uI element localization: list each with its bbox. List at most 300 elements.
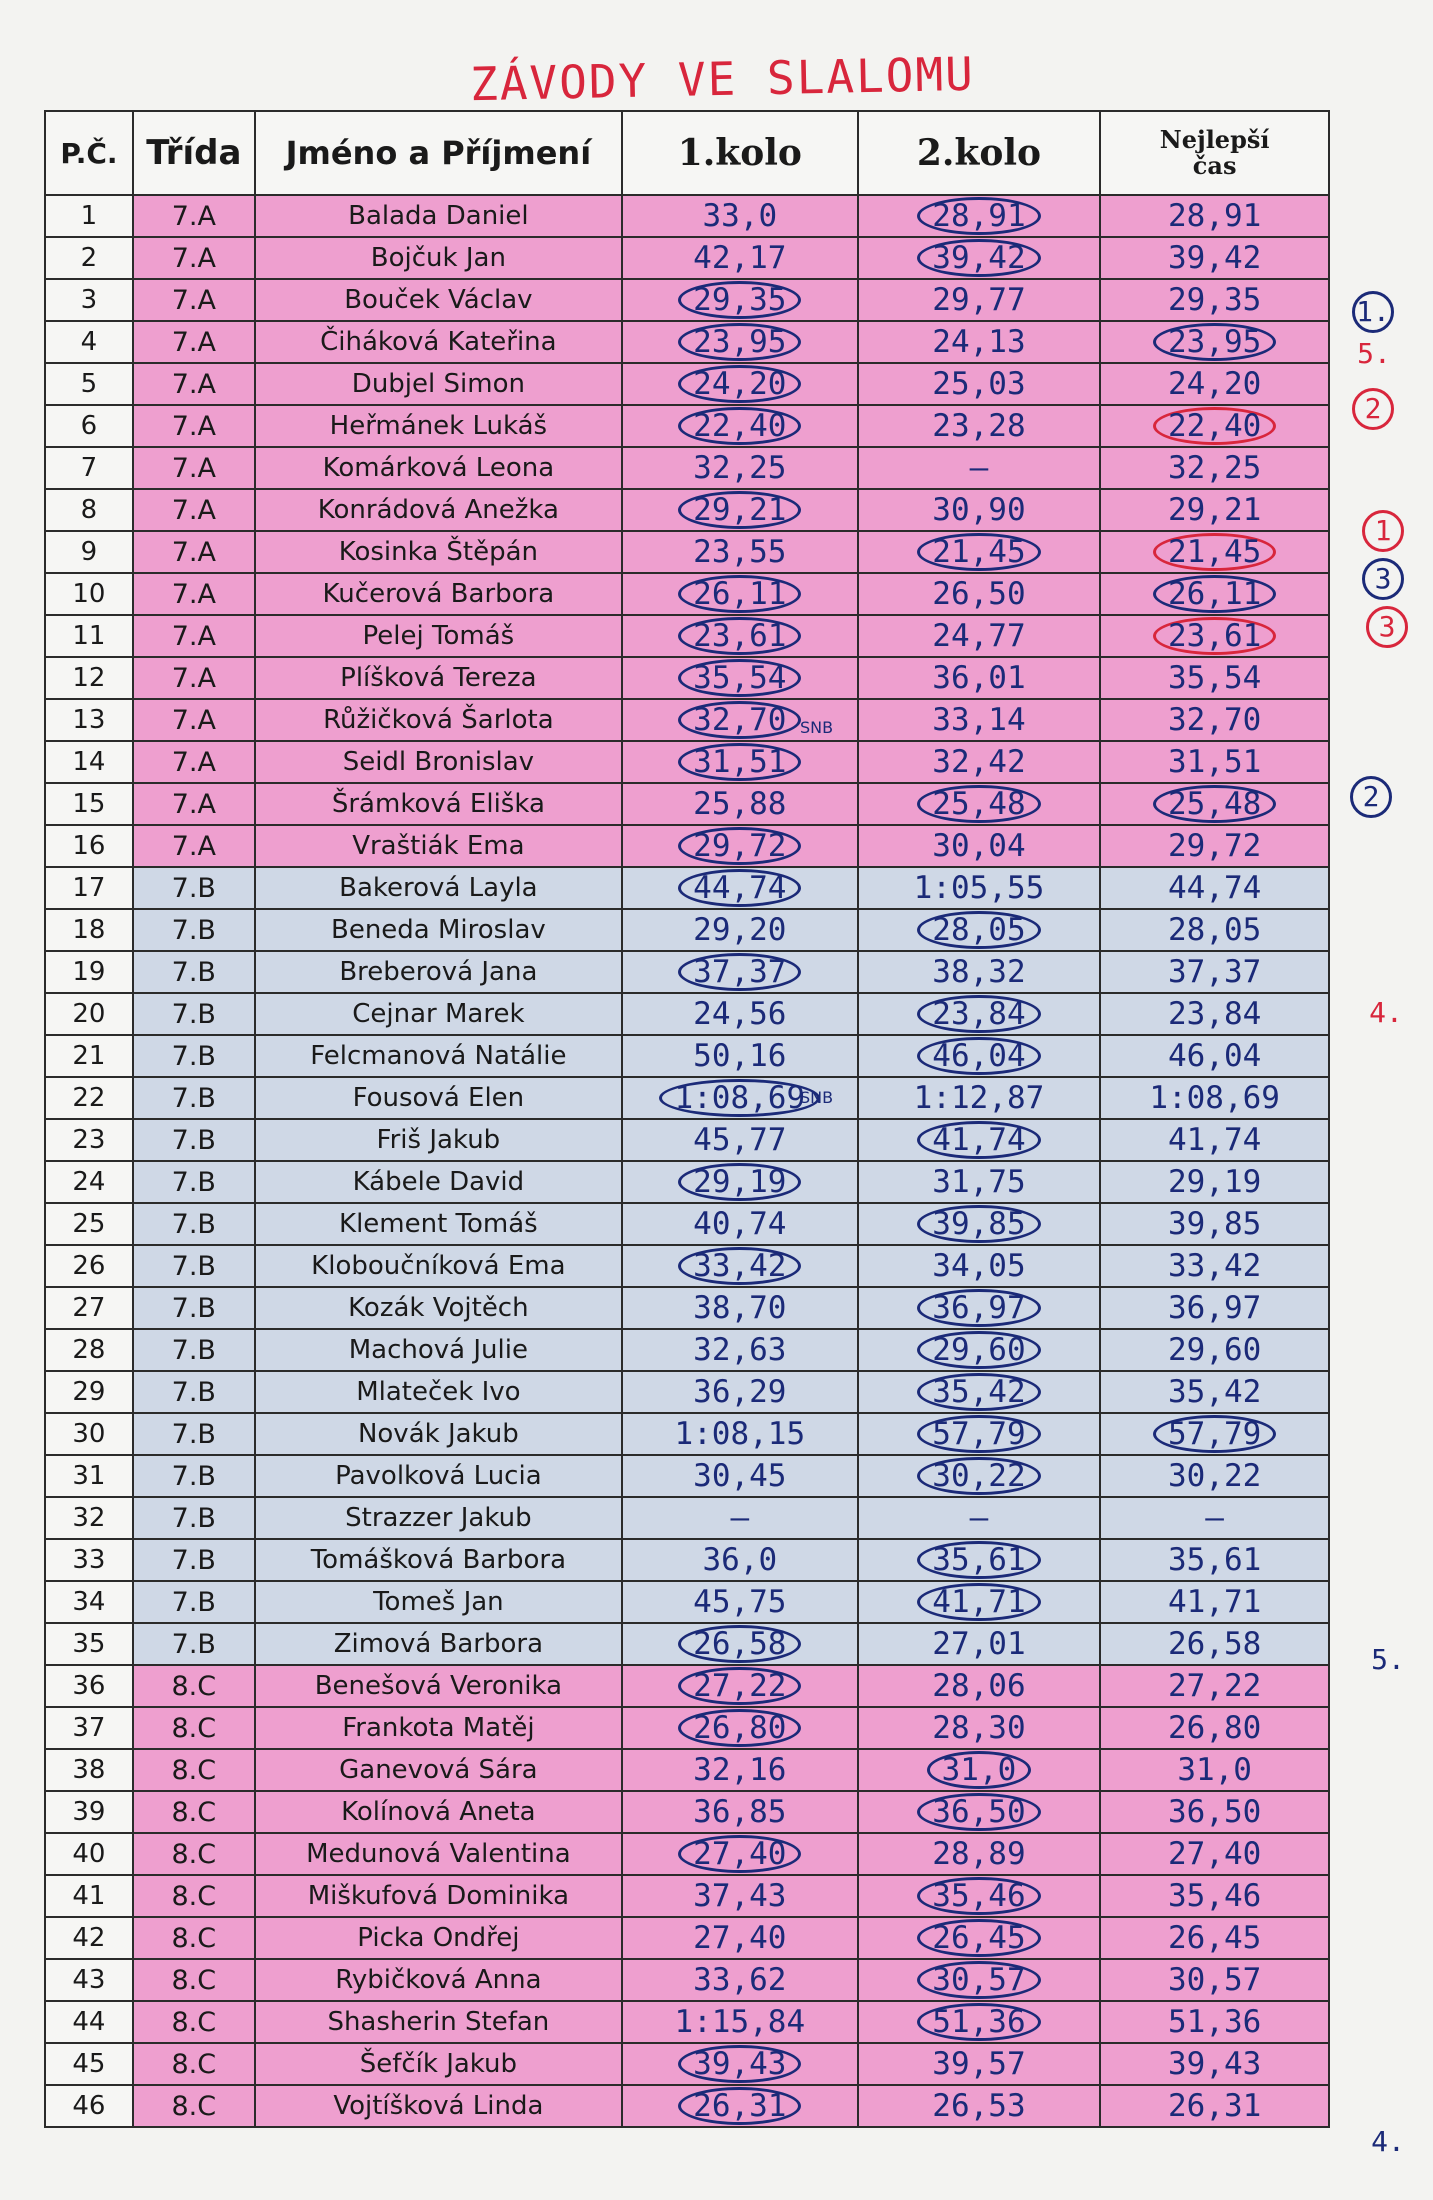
row-name: Machová Julie (348, 1335, 528, 1365)
row-number: 39 (72, 1797, 106, 1827)
row-name-cell (255, 1203, 622, 1245)
row-round-1-time-cell (622, 2085, 858, 2127)
row-round-2-time: 30,57 (917, 1961, 1040, 1999)
row-best-time: 26,58 (1167, 1626, 1262, 1662)
row-name-cell (255, 279, 622, 321)
row-round-2-time-cell (858, 1539, 1101, 1581)
row-class: 8.C (171, 1922, 217, 1954)
row-number: 30 (72, 1419, 106, 1449)
row-round-1-time: 42,17 (693, 240, 787, 276)
row-round-2-time: 46,04 (917, 1037, 1040, 1075)
snb-note-row-13: SNB (800, 718, 834, 737)
row-name: Vraštiák Ema (352, 831, 525, 861)
table-row (45, 2001, 1329, 2043)
table-row (45, 1245, 1329, 1287)
row-best-time: 31,51 (1167, 744, 1262, 780)
row-number: 19 (72, 957, 106, 987)
row-class: 7.A (171, 536, 216, 568)
header-class: Třída (133, 111, 255, 195)
row-round-2-time: 30,22 (917, 1457, 1040, 1495)
row-round-2-time: 41,71 (917, 1583, 1040, 1621)
row-best-time: 29,21 (1167, 492, 1262, 528)
row-number-cell (45, 993, 133, 1035)
row-best-time-cell (1100, 531, 1329, 573)
row-name-cell (255, 2085, 622, 2127)
row-number-cell (45, 1203, 133, 1245)
row-round-2-time-cell (858, 321, 1101, 363)
table-row (45, 531, 1329, 573)
row-class-cell (133, 825, 255, 867)
row-best-time-cell (1100, 1665, 1329, 1707)
row-class: 8.C (171, 1838, 217, 1870)
row-number: 7 (80, 453, 98, 483)
row-round-1-time: 25,88 (693, 786, 787, 822)
row-round-2-time: 23,28 (932, 408, 1026, 444)
row-best-time-cell (1100, 1749, 1329, 1791)
row-name-cell (255, 447, 622, 489)
row-number-cell (45, 1077, 133, 1119)
row-class: 8.C (171, 1880, 217, 1912)
row-number: 14 (72, 747, 106, 777)
row-class: 7.A (171, 368, 216, 400)
row-round-2-time: 39,85 (917, 1205, 1040, 1243)
row-class: 7.A (171, 662, 216, 694)
row-number: 29 (72, 1377, 106, 1407)
row-class: 7.B (171, 1628, 216, 1660)
row-best-time: 26,45 (1167, 1920, 1262, 1956)
row-round-1-time-cell (622, 1665, 858, 1707)
row-name: Shasherin Stefan (327, 2007, 550, 2037)
row-number: 5 (80, 369, 98, 399)
row-best-time-cell (1100, 1455, 1329, 1497)
table-row (45, 1833, 1329, 1875)
row-class-cell (133, 279, 255, 321)
row-name: Komárková Leona (322, 453, 555, 483)
row-round-2-time-cell (858, 1161, 1101, 1203)
row-number: 13 (72, 705, 106, 735)
table-row (45, 1875, 1329, 1917)
row-number: 22 (72, 1083, 106, 1113)
row-round-2-time: 21,45 (917, 533, 1040, 571)
side-mark-row-15: 2 (1350, 776, 1392, 818)
row-class-cell (133, 1245, 255, 1287)
row-class-cell (133, 909, 255, 951)
row-best-time: 27,22 (1167, 1668, 1262, 1704)
row-best-time-cell (1100, 2085, 1329, 2127)
row-best-time-cell (1100, 279, 1329, 321)
row-round-2-time: 24,13 (932, 324, 1026, 360)
row-name: Konrádová Anežka (317, 495, 559, 525)
row-best-time: 28,91 (1167, 198, 1262, 234)
row-class: 7.B (171, 1418, 216, 1450)
row-round-1-time: 26,31 (678, 2087, 801, 2125)
row-number-cell (45, 1455, 133, 1497)
row-number-cell (45, 1539, 133, 1581)
row-best-time: 23,84 (1167, 996, 1262, 1032)
row-round-2-time-cell (858, 573, 1101, 615)
row-number-cell (45, 531, 133, 573)
row-round-1-time-cell (622, 1707, 858, 1749)
row-round-2-time: 39,42 (917, 239, 1040, 277)
row-class-cell (133, 867, 255, 909)
table-row (45, 615, 1329, 657)
row-name: Šrámková Eliška (331, 789, 545, 819)
row-best-time-cell (1100, 363, 1329, 405)
row-round-2-time: 28,30 (932, 1710, 1026, 1746)
header-name: Jméno a Příjmení (255, 111, 622, 195)
row-best-time: 35,42 (1167, 1374, 1262, 1410)
row-round-2-time-cell (858, 1665, 1101, 1707)
row-best-time-cell (1100, 1959, 1329, 2001)
row-name-cell (255, 531, 622, 573)
header-row (45, 111, 1329, 195)
row-best-time-cell (1100, 2043, 1329, 2085)
row-best-time: 22,40 (1153, 407, 1276, 445)
row-round-2-time: 31,75 (932, 1164, 1026, 1200)
row-class-cell (133, 489, 255, 531)
row-best-time: 23,61 (1153, 617, 1276, 655)
row-best-time-cell (1100, 1875, 1329, 1917)
row-round-1-time-cell (622, 909, 858, 951)
row-round-2-time: 34,05 (932, 1248, 1026, 1284)
row-name: Šefčík Jakub (359, 2049, 518, 2079)
row-class: 7.B (171, 1082, 216, 1114)
row-name-cell (255, 1329, 622, 1371)
row-round-1-time: 36,0 (702, 1542, 778, 1578)
row-round-1-time: 32,25 (693, 450, 787, 486)
row-round-2-time-cell (858, 1329, 1101, 1371)
row-number: 31 (72, 1461, 106, 1491)
row-best-time-cell (1100, 1791, 1329, 1833)
row-round-1-time-cell (622, 1959, 858, 2001)
row-number-cell (45, 1623, 133, 1665)
row-round-2-time: 31,0 (927, 1751, 1032, 1789)
row-round-2-time: 26,53 (932, 2088, 1026, 2124)
row-class: 7.B (171, 1502, 216, 1534)
row-class-cell (133, 1959, 255, 2001)
row-class-cell (133, 2085, 255, 2127)
row-round-2-time-cell (858, 489, 1101, 531)
row-name-cell (255, 1959, 622, 2001)
row-name-cell (255, 909, 622, 951)
row-round-2-time: — (969, 1500, 989, 1536)
row-round-1-time: 36,85 (693, 1794, 787, 1830)
table-row (45, 699, 1329, 741)
row-name-cell (255, 1707, 622, 1749)
row-name-cell (255, 1077, 622, 1119)
row-round-2-time-cell (858, 195, 1101, 237)
row-round-2-time: 51,36 (917, 2003, 1040, 2041)
table-row (45, 1287, 1329, 1329)
row-round-2-time: 27,01 (932, 1626, 1026, 1662)
row-number: 34 (72, 1587, 106, 1617)
row-round-1-time-cell (622, 573, 858, 615)
row-round-1-time-cell (622, 825, 858, 867)
row-number-cell (45, 447, 133, 489)
table-row (45, 2085, 1329, 2127)
side-mark-row-35: 5. (1371, 1643, 1405, 1676)
row-number: 25 (72, 1209, 106, 1239)
row-name-cell (255, 615, 622, 657)
row-round-1-time: 38,70 (693, 1290, 787, 1326)
row-name-cell (255, 1791, 622, 1833)
row-best-time: 24,20 (1167, 366, 1262, 402)
row-name: Balada Daniel (348, 201, 529, 231)
row-best-time-cell (1100, 1161, 1329, 1203)
row-class: 7.B (171, 872, 216, 904)
row-best-time-cell (1100, 447, 1329, 489)
row-round-1-time-cell (622, 1581, 858, 1623)
row-best-time-cell (1100, 1581, 1329, 1623)
row-round-1-time: 26,11 (678, 575, 801, 613)
row-round-2-time-cell (858, 657, 1101, 699)
row-best-time-cell (1100, 741, 1329, 783)
row-class-cell (133, 993, 255, 1035)
row-round-1-time: 1:08,15 (674, 1416, 806, 1452)
table-row (45, 237, 1329, 279)
row-class: 7.A (171, 830, 216, 862)
row-round-2-time-cell (858, 1455, 1101, 1497)
row-class-cell (133, 1875, 255, 1917)
row-round-1-time: 29,35 (678, 281, 801, 319)
row-round-2-time: 35,61 (917, 1541, 1040, 1579)
row-class: 7.A (171, 410, 216, 442)
header-best-time (1100, 111, 1329, 195)
row-round-1-time: 35,54 (678, 659, 801, 697)
row-number-cell (45, 1749, 133, 1791)
row-number-cell (45, 909, 133, 951)
row-round-2-time-cell (858, 615, 1101, 657)
row-class-cell (133, 321, 255, 363)
row-number-cell (45, 951, 133, 993)
row-class-cell (133, 1539, 255, 1581)
row-round-2-time-cell (858, 1581, 1101, 1623)
row-round-1-time-cell (622, 1833, 858, 1875)
row-class-cell (133, 405, 255, 447)
table-row (45, 2043, 1329, 2085)
row-round-1-time-cell (622, 657, 858, 699)
table-row (45, 1329, 1329, 1371)
row-name-cell (255, 1497, 622, 1539)
row-number-cell (45, 573, 133, 615)
row-name: Tomeš Jan (373, 1587, 504, 1617)
row-round-2-time: 29,60 (917, 1331, 1040, 1369)
row-round-1-time: 39,43 (678, 2045, 801, 2083)
row-round-1-time-cell (622, 321, 858, 363)
table-row (45, 993, 1329, 1035)
row-name: Kučerová Barbora (322, 579, 555, 609)
row-number-cell (45, 405, 133, 447)
row-class: 7.A (171, 788, 216, 820)
row-best-time: 27,40 (1167, 1836, 1262, 1872)
row-class-cell (133, 615, 255, 657)
row-round-2-time-cell (858, 1203, 1101, 1245)
row-round-1-time: 44,74 (678, 869, 801, 907)
row-number: 6 (80, 411, 98, 441)
row-round-1-time-cell (622, 1119, 858, 1161)
row-round-1-time-cell (622, 1497, 858, 1539)
row-name: Novák Jakub (357, 1419, 519, 1449)
row-round-1-time: 33,0 (702, 198, 778, 234)
row-round-2-time-cell (858, 1371, 1101, 1413)
row-name-cell (255, 1917, 622, 1959)
header-round-1: 1.kolo (622, 111, 858, 195)
row-round-1-time-cell (622, 1413, 858, 1455)
row-round-1-time-cell (622, 447, 858, 489)
row-round-2-time: 24,77 (932, 618, 1026, 654)
row-round-2-time: 25,48 (917, 785, 1040, 823)
row-round-2-time-cell (858, 1875, 1101, 1917)
row-number-cell (45, 1119, 133, 1161)
row-round-1-time-cell (622, 993, 858, 1035)
row-number: 23 (72, 1125, 106, 1155)
row-best-time: 1:08,69 (1149, 1080, 1280, 1116)
row-class: 8.C (171, 1712, 217, 1744)
row-round-2-time-cell (858, 1413, 1101, 1455)
table-row (45, 1413, 1329, 1455)
row-class-cell (133, 1497, 255, 1539)
row-number-cell (45, 195, 133, 237)
row-class: 7.A (171, 284, 216, 316)
row-round-2-time: 28,05 (917, 911, 1040, 949)
row-name-cell (255, 1749, 622, 1791)
row-round-1-time: 32,70 (678, 701, 801, 739)
row-name: Kozák Vojtěch (348, 1293, 529, 1323)
table-row (45, 1371, 1329, 1413)
row-name: Benešová Veronika (314, 1671, 563, 1701)
row-round-1-time: 33,62 (693, 1962, 787, 1998)
row-name-cell (255, 1245, 622, 1287)
row-class-cell (133, 447, 255, 489)
row-number-cell (45, 1371, 133, 1413)
row-class: 7.A (171, 452, 216, 484)
row-round-2-time: 30,90 (932, 492, 1026, 528)
row-class-cell (133, 363, 255, 405)
row-number-cell (45, 1497, 133, 1539)
row-number-cell (45, 699, 133, 741)
row-best-time: 33,42 (1167, 1248, 1262, 1284)
row-class: 7.B (171, 1544, 216, 1576)
row-name: Rybičková Anna (335, 1965, 542, 1995)
row-round-2-time-cell (858, 279, 1101, 321)
row-class-cell (133, 1749, 255, 1791)
row-round-1-time: 29,21 (678, 491, 801, 529)
header-best-line-2: čas (1192, 151, 1237, 180)
row-round-2-time-cell (858, 1917, 1101, 1959)
row-class: 8.C (171, 1964, 217, 1996)
row-number: 21 (72, 1041, 106, 1071)
results-table (44, 110, 1330, 2128)
row-class: 8.C (171, 2090, 217, 2122)
row-number: 15 (72, 789, 106, 819)
row-number: 44 (72, 2007, 106, 2037)
row-number-cell (45, 783, 133, 825)
row-best-time-cell (1100, 951, 1329, 993)
row-best-time: 39,85 (1167, 1206, 1262, 1242)
row-name: Bojčuk Jan (370, 243, 506, 273)
row-name-cell (255, 489, 622, 531)
row-best-time: 32,25 (1167, 450, 1262, 486)
row-round-1-time-cell (622, 237, 858, 279)
row-number-cell (45, 2043, 133, 2085)
row-best-time-cell (1100, 615, 1329, 657)
row-best-time-cell (1100, 993, 1329, 1035)
row-round-1-time-cell (622, 1161, 858, 1203)
row-name-cell (255, 867, 622, 909)
row-name-cell (255, 363, 622, 405)
row-class-cell (133, 1329, 255, 1371)
row-best-time: 29,72 (1167, 828, 1262, 864)
row-round-1-time-cell (622, 1917, 858, 1959)
row-round-1-time: 23,55 (693, 534, 787, 570)
row-number-cell (45, 279, 133, 321)
row-number-cell (45, 1161, 133, 1203)
row-class: 7.A (171, 200, 216, 232)
row-round-1-time-cell (622, 1245, 858, 1287)
row-class: 8.C (171, 1754, 217, 1786)
table-row (45, 657, 1329, 699)
row-round-2-time-cell (858, 1749, 1101, 1791)
row-class-cell (133, 1413, 255, 1455)
row-class-cell (133, 573, 255, 615)
row-round-2-time: 39,57 (932, 2046, 1026, 2082)
row-number: 36 (72, 1671, 106, 1701)
table-row (45, 195, 1329, 237)
row-round-2-time-cell (858, 363, 1101, 405)
row-best-time: 30,22 (1167, 1458, 1262, 1494)
row-class: 7.B (171, 1292, 216, 1324)
row-name: Heřmánek Lukáš (329, 411, 548, 441)
row-best-time-cell (1100, 1035, 1329, 1077)
row-round-2-time-cell (858, 1497, 1101, 1539)
row-class-cell (133, 1581, 255, 1623)
row-best-time-cell (1100, 699, 1329, 741)
row-number: 40 (72, 1839, 106, 1869)
row-best-time: — (1205, 1500, 1224, 1536)
row-class: 8.C (171, 1796, 217, 1828)
row-class-cell (133, 531, 255, 573)
row-number-cell (45, 237, 133, 279)
row-class-cell (133, 1665, 255, 1707)
row-number-cell (45, 1581, 133, 1623)
header-best-line-1: Nejlepší (1159, 125, 1270, 154)
row-round-1-time-cell (622, 783, 858, 825)
row-best-time: 26,31 (1167, 2088, 1262, 2124)
row-class-cell (133, 1623, 255, 1665)
table-row (45, 1581, 1329, 1623)
row-class: 8.C (171, 2006, 217, 2038)
row-class-cell (133, 741, 255, 783)
row-name: Čiháková Kateřina (320, 327, 557, 357)
table-row (45, 1791, 1329, 1833)
table-row (45, 405, 1329, 447)
row-round-2-time: 26,45 (917, 1919, 1040, 1957)
row-class-cell (133, 1917, 255, 1959)
row-class: 7.A (171, 242, 216, 274)
row-number: 17 (72, 873, 106, 903)
row-round-2-time-cell (858, 1287, 1101, 1329)
row-class: 7.B (171, 914, 216, 946)
row-round-2-time: 36,97 (917, 1289, 1040, 1327)
table-row (45, 489, 1329, 531)
row-round-2-time: 35,46 (917, 1877, 1040, 1915)
table-row (45, 363, 1329, 405)
row-number-cell (45, 489, 133, 531)
row-name-cell (255, 1539, 622, 1581)
row-number-cell (45, 615, 133, 657)
row-round-1-time: 24,20 (678, 365, 801, 403)
row-best-time-cell (1100, 1329, 1329, 1371)
